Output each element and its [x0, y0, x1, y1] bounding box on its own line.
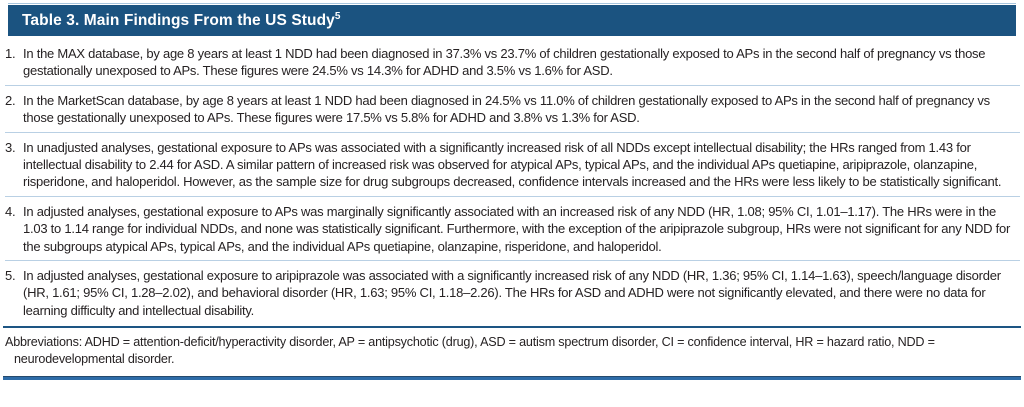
- table-title-text: Table 3. Main Findings From the US Study: [22, 11, 335, 29]
- finding-number: 5.: [5, 268, 16, 284]
- table-header-bar: [8, 5, 1016, 36]
- findings-list: [0, 36, 1024, 324]
- bottom-rule: [3, 376, 1021, 380]
- finding-item-5: [5, 261, 1020, 324]
- finding-item-4: [5, 197, 1020, 261]
- finding-number: 4.: [5, 203, 16, 219]
- finding-text: In adjusted analyses, gestational exposure to aripiprazole was associated with a significantly increased risk of any NDD (HR, 1.36; 95% CI, 1.14–1.63), speech/language disorder (HR, 1.61; 95% CI, 1.28–2.02), and behavioral disorder (HR, 1.63; 95% CI, 1.18–2.26). The HRs for ASD and ADHD were not significantly elevated, and there were no data for learning difficulty and intellectual disability.: [23, 268, 1001, 318]
- finding-item-2: [5, 86, 1020, 133]
- finding-number: 3.: [5, 139, 16, 155]
- table-title-reference-superscript: 5: [334, 10, 341, 22]
- abbreviations-footnote: Abbreviations: ADHD = attention-deficit/hyperactivity disorder, AP = antipsychotic (drug), ASD = autism spectrum disorder, CI = confidence interval, HR = hazard ratio, NDD = neurodevelopmental disorder.: [5, 335, 935, 367]
- finding-number: 1.: [5, 46, 16, 61]
- finding-text: In adjusted analyses, gestational exposure to APs was marginally significantly associated with an increased risk of any NDD (HR, 1.08; 95% CI, 1.01–1.17). The HRs were in the 1.03 to 1.14 range for individual NDDs, and none was statistically significant. Furthermore, with the exception of the aripiprazole subgroup, HRs were not significant for any NDD for the subgroups atypical APs, typical APs, and the individual APs quetiapine, olanzapine, risperidone, and haloperidol.: [23, 203, 1011, 254]
- finding-text: In the MarketScan database, by age 8 years at least 1 NDD had been diagnosed in 24.5% vs 11.0% of children gestationally exposed to APs in the second half of pregnancy vs those gestationally unexposed to APs. These figures were 17.5% vs 5.8% for ADHD and 3.8% vs 1.3% for ASD.: [23, 92, 990, 126]
- top-rule: [8, 3, 1016, 4]
- finding-item-1: [5, 36, 1020, 86]
- table-title: [22, 12, 341, 30]
- finding-item-3: [5, 133, 1020, 197]
- finding-number: 2.: [5, 92, 16, 108]
- finding-text: In unadjusted analyses, gestational exposure to APs was associated with a significantly increased risk of all NDDs except intellectual disability; the HRs ranged from 1.43 for intellectual disability to 2.44 for ASD. A similar pattern of increased risk was observed for atypical APs, typical APs, and the individual APs quetiapine, aripiprazole, olanzapine, risperidone, and haloperidol. However, as the sample size for drug subgroups decreased, confidence intervals increased and the HRs were less likely to be statistically significant.: [23, 139, 1002, 190]
- finding-text: In the MAX database, by age 8 years at least 1 NDD had been diagnosed in 37.3% vs 23.7% of children gestationally exposed to APs in the second half of pregnancy vs those gestationally unexposed to APs. These figures were 24.5% vs 14.3% for ADHD and 3.5% vs 1.6% for ASD.: [23, 46, 986, 79]
